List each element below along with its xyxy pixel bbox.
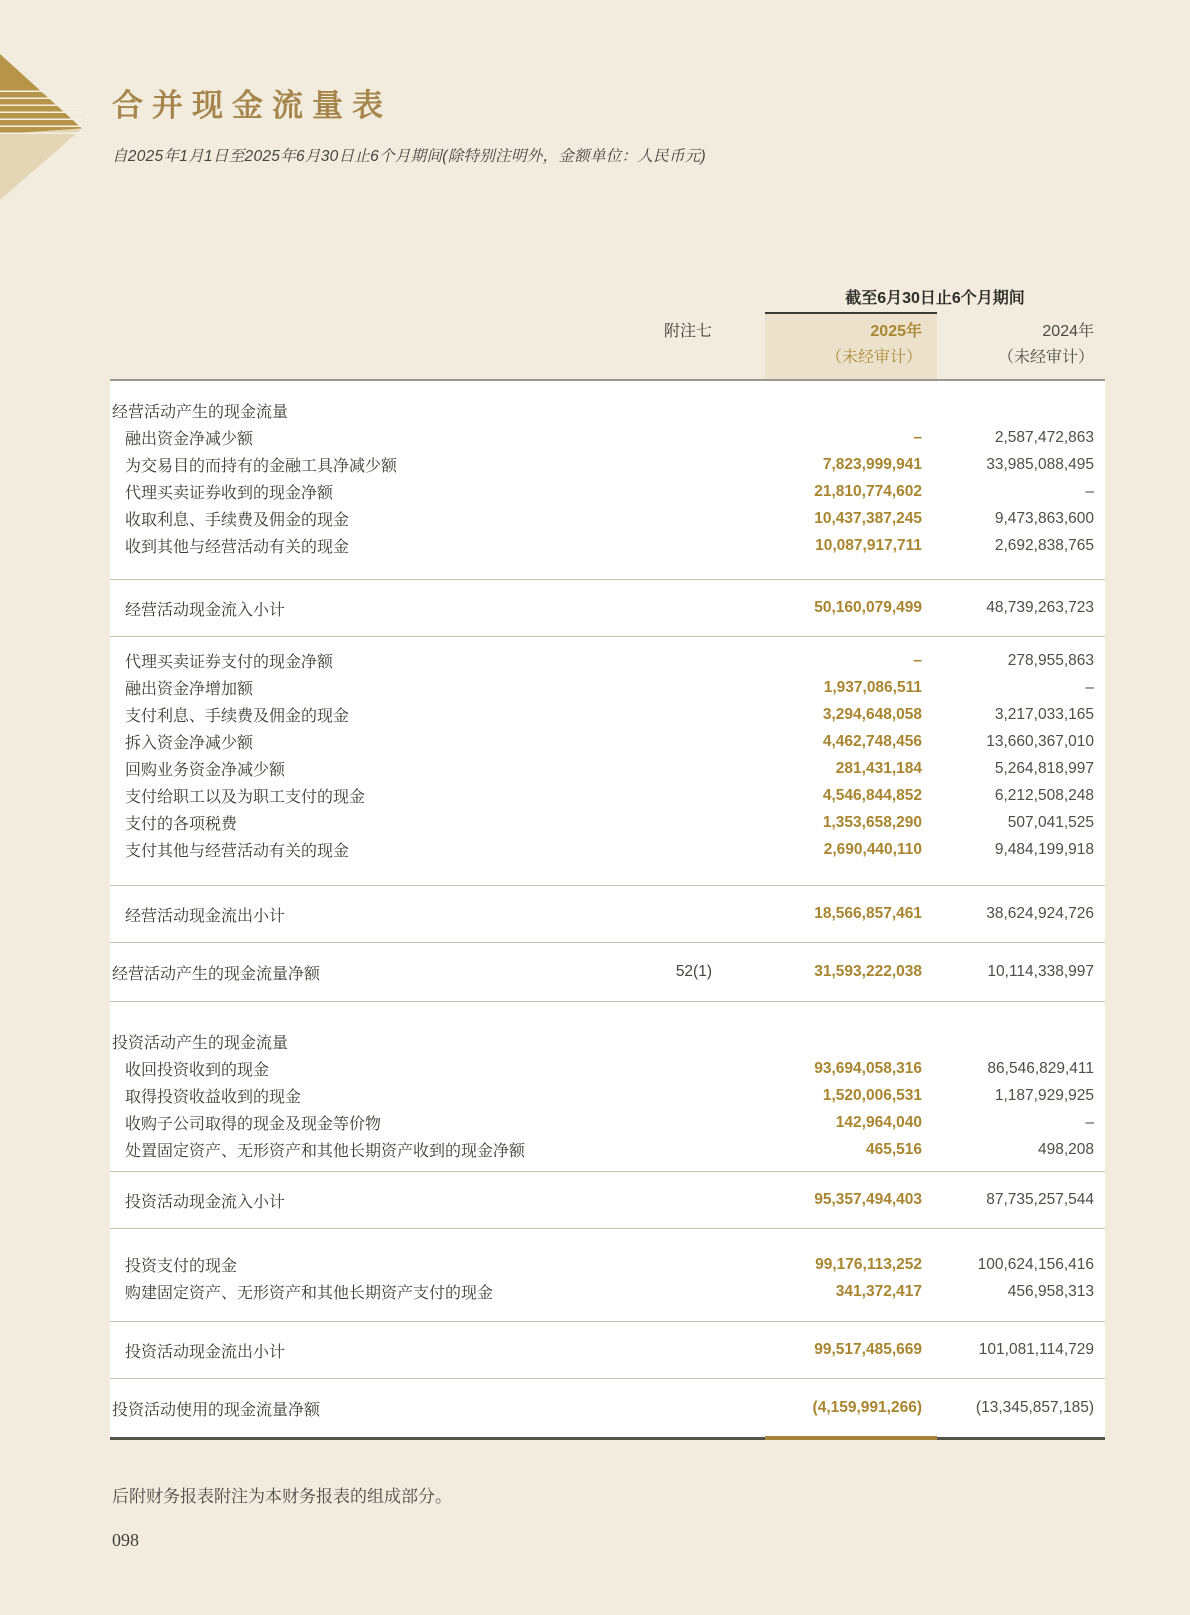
value-2025: 1,520,006,531 bbox=[822, 1086, 922, 1104]
table-row bbox=[110, 809, 1105, 836]
table-row bbox=[110, 647, 1105, 674]
table-row bbox=[110, 886, 1105, 942]
row-label: 收购子公司取得的现金及现金等价物 bbox=[125, 1116, 382, 1133]
table-row bbox=[110, 701, 1105, 728]
value-2025: 21,810,774,602 bbox=[814, 482, 922, 500]
cash-flow-table bbox=[110, 285, 1105, 1440]
page-subtitle: 自2025年1月1日至2025年6月30日止6个月期间(除特别注明外，金额单位：人民币元) bbox=[112, 148, 707, 165]
value-2024: 278,955,863 bbox=[1007, 651, 1094, 669]
table-row bbox=[110, 755, 1105, 782]
row-spacer bbox=[110, 381, 1105, 397]
value-2025: 93,694,058,316 bbox=[814, 1059, 922, 1077]
table-row bbox=[110, 424, 1105, 451]
footnote: 后附财务报表附注为本财务报表的组成部分。 bbox=[112, 1487, 452, 1506]
value-2024: 3,217,033,165 bbox=[994, 705, 1094, 723]
row-label: 经营活动现金流出小计 bbox=[125, 907, 286, 925]
row-label: 融出资金净减少额 bbox=[125, 431, 254, 448]
value-2025: 465,516 bbox=[865, 1140, 922, 1158]
row-label: 代理买卖证券支付的现金净额 bbox=[125, 654, 334, 671]
table-row bbox=[110, 580, 1105, 636]
value-2024: 86,546,829,411 bbox=[987, 1059, 1094, 1077]
column-headers bbox=[110, 314, 1105, 379]
table-row bbox=[110, 1082, 1105, 1109]
value-2025: – bbox=[913, 651, 922, 669]
row-label: 经营活动产生的现金流量净额 bbox=[112, 965, 321, 983]
row-label: 支付给职工以及为职工支付的现金 bbox=[125, 789, 366, 806]
value-2025: 1,937,086,511 bbox=[823, 678, 922, 696]
value-2025: 4,546,844,852 bbox=[822, 786, 922, 804]
value-2024: 2,587,472,863 bbox=[994, 428, 1094, 446]
value-2024: 48,739,263,723 bbox=[986, 599, 1094, 616]
value-2025: 341,372,417 bbox=[835, 1282, 922, 1300]
row-label: 投资活动产生的现金流量 bbox=[112, 1035, 289, 1052]
value-2024: 5,264,818,997 bbox=[994, 759, 1094, 777]
table-row bbox=[110, 943, 1105, 1001]
value-2025: 99,176,113,252 bbox=[815, 1255, 922, 1273]
value-2025: 3,294,648,058 bbox=[822, 705, 922, 723]
value-2025: 10,437,387,245 bbox=[814, 509, 922, 527]
row-spacer bbox=[110, 1002, 1105, 1028]
value-2025: (4,159,991,266) bbox=[812, 1399, 922, 1416]
value-2024: – bbox=[1085, 1113, 1094, 1131]
value-2024: – bbox=[1085, 482, 1094, 500]
table-row bbox=[110, 1136, 1105, 1163]
row-spacer bbox=[110, 559, 1105, 579]
value-2025: 4,462,748,456 bbox=[822, 732, 922, 750]
page-number: 098 bbox=[112, 1530, 139, 1550]
row-label: 投资支付的现金 bbox=[125, 1258, 238, 1275]
table-row bbox=[110, 782, 1105, 809]
row-spacer bbox=[110, 1305, 1105, 1321]
row-label: 拆入资金净减少额 bbox=[125, 735, 254, 752]
value-2024: 9,484,199,918 bbox=[994, 840, 1094, 858]
table-bottom-rule-gold-segment bbox=[765, 1436, 937, 1440]
value-2025: 1,353,658,290 bbox=[822, 813, 922, 831]
value-2024: 10,114,338,997 bbox=[987, 963, 1094, 980]
value-2024: (13,345,857,185) bbox=[975, 1399, 1094, 1416]
corner-triangle-ornament bbox=[0, 54, 82, 200]
row-label: 回购业务资金净减少额 bbox=[125, 762, 286, 779]
value-2024: 9,473,863,600 bbox=[994, 509, 1094, 527]
row-label: 支付其他与经营活动有关的现金 bbox=[125, 843, 350, 860]
table-row bbox=[110, 451, 1105, 478]
value-2024: 456,958,313 bbox=[1007, 1282, 1094, 1300]
row-label: 支付的各项税费 bbox=[125, 816, 238, 833]
value-2025: 142,964,040 bbox=[835, 1113, 922, 1131]
table-row bbox=[110, 505, 1105, 532]
row-spacer bbox=[110, 1163, 1105, 1171]
row-label: 收回投资收到的现金 bbox=[125, 1062, 270, 1079]
row-label: 代理买卖证券收到的现金净额 bbox=[125, 485, 334, 502]
value-2025: 10,087,917,711 bbox=[815, 536, 922, 554]
page-title: 合并现金流量表 bbox=[112, 88, 392, 123]
value-2024: 498,208 bbox=[1037, 1140, 1094, 1158]
note-column-header: 附注七 bbox=[663, 323, 712, 340]
table-row bbox=[110, 1109, 1105, 1136]
row-label: 投资活动使用的现金流量净额 bbox=[112, 1401, 321, 1419]
row-label: 投资活动现金流出小计 bbox=[125, 1343, 286, 1361]
row-label: 投资活动现金流入小计 bbox=[125, 1193, 286, 1211]
table-row bbox=[110, 1322, 1105, 1378]
row-label: 购建固定资产、无形资产和其他长期资产支付的现金 bbox=[125, 1285, 494, 1302]
value-2024: 2,692,838,765 bbox=[994, 536, 1094, 554]
table-row bbox=[110, 397, 1105, 424]
value-2025: 18,566,857,461 bbox=[814, 905, 922, 922]
value-2024: 1,187,929,925 bbox=[994, 1086, 1094, 1104]
value-2024: 100,624,156,416 bbox=[977, 1255, 1094, 1273]
value-2024: 507,041,525 bbox=[1007, 813, 1094, 831]
table-row bbox=[110, 674, 1105, 701]
value-2024: 87,735,257,544 bbox=[986, 1191, 1094, 1208]
table-row bbox=[110, 1172, 1105, 1228]
value-2025: 95,357,494,403 bbox=[814, 1191, 922, 1208]
value-2025: 99,517,485,669 bbox=[814, 1341, 922, 1358]
table-row bbox=[110, 1055, 1105, 1082]
value-2025: 7,823,999,941 bbox=[822, 455, 922, 473]
row-label: 处置固定资产、无形资产和其他长期资产收到的现金净额 bbox=[125, 1143, 526, 1160]
row-spacer bbox=[110, 1229, 1105, 1251]
table-row bbox=[110, 478, 1105, 505]
value-2025: – bbox=[913, 428, 922, 446]
row-label: 经营活动产生的现金流量 bbox=[112, 404, 289, 421]
value-2024: 6,212,508,248 bbox=[994, 786, 1094, 804]
column-header-2025: 2025年 （未经审计） bbox=[825, 323, 922, 366]
row-spacer bbox=[110, 863, 1105, 885]
row-label: 融出资金净增加额 bbox=[125, 681, 254, 698]
value-2025: 50,160,079,499 bbox=[814, 599, 922, 616]
row-label: 取得投资收益收到的现金 bbox=[125, 1089, 302, 1106]
table-row bbox=[110, 836, 1105, 863]
value-2024: 38,624,924,726 bbox=[986, 905, 1094, 922]
value-2025: 2,690,440,110 bbox=[823, 840, 922, 858]
row-label: 为交易目的而持有的金融工具净减少额 bbox=[125, 458, 398, 475]
row-label: 收取利息、手续费及佣金的现金 bbox=[125, 512, 350, 529]
table-bottom-rule bbox=[110, 1437, 1105, 1440]
table-row bbox=[110, 1028, 1105, 1055]
table-row bbox=[110, 1278, 1105, 1305]
row-label: 支付利息、手续费及佣金的现金 bbox=[125, 708, 350, 725]
value-2024: 101,081,114,729 bbox=[978, 1341, 1094, 1358]
row-label: 经营活动现金流入小计 bbox=[125, 601, 286, 619]
table-row bbox=[110, 532, 1105, 559]
value-2025: 281,431,184 bbox=[835, 759, 922, 777]
table-row bbox=[110, 1251, 1105, 1278]
column-header-2024: 2024年 （未经审计） bbox=[997, 323, 1094, 366]
value-2025: 31,593,222,038 bbox=[814, 963, 922, 980]
stripe-pattern bbox=[0, 85, 82, 134]
value-2024: – bbox=[1085, 678, 1094, 696]
value-2024: 33,985,088,495 bbox=[986, 455, 1094, 473]
row-label: 收到其他与经营活动有关的现金 bbox=[125, 539, 350, 556]
period-header: 截至6月30日止6个月期间 bbox=[845, 290, 1025, 307]
value-2024: 13,660,367,010 bbox=[986, 732, 1094, 750]
row-spacer bbox=[110, 637, 1105, 647]
table-row bbox=[110, 1379, 1105, 1437]
table-body bbox=[110, 379, 1105, 1437]
table-row bbox=[110, 728, 1105, 755]
row-note: 52(1) bbox=[675, 963, 712, 980]
